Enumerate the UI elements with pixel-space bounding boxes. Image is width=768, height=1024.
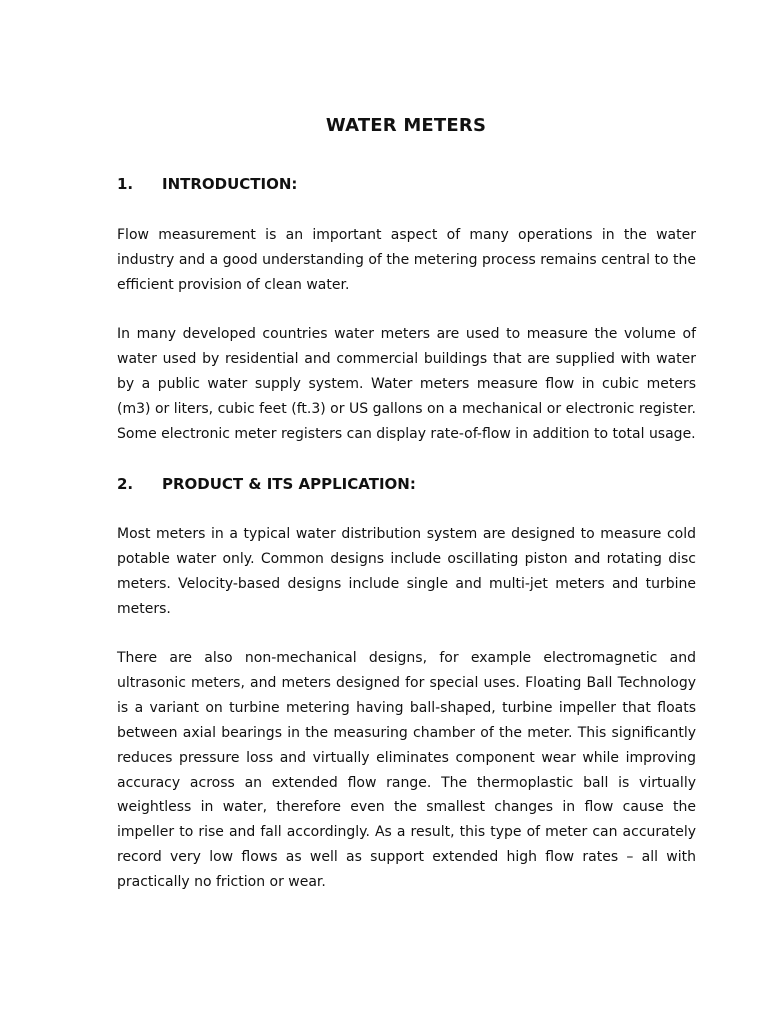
paragraph: Most meters in a typical water distribution system are designed to measure cold potable water only. Common designs include oscillating piston and rotating disc meters. Velocity-based designs include single and multi-jet meters and turbine meters. xyxy=(117,526,696,617)
paragraph: In many developed countries water meters are used to measure the volume of water used by residential and commercial buildings that are supplied with water by a public water supply system. Water meters measure flow in cubic meters (m3) or liters, cubic feet (ft.3) or US gallons on a mechanical or electronic register. Some electronic meter registers can display rate-of-flow in addition to total usage. xyxy=(117,326,696,442)
section-number: 2. xyxy=(117,475,134,493)
paragraph: Flow measurement is an important aspect of many operations in the water industry and a good understanding of the metering process remains central to the efficient provision of clean water. xyxy=(117,227,696,293)
section-number: 1. xyxy=(117,175,134,193)
section-heading-product-application xyxy=(117,474,416,494)
document-title: WATER METERS xyxy=(325,115,487,136)
section-title: INTRODUCTION: xyxy=(162,175,298,193)
paragraph: There are also non-mechanical designs, for example electromagnetic and ultrasonic meters, and meters designed for special uses. Floating Ball Technology is a variant on turbine metering having ball-shaped, turbine impeller that floats between axial bearings in the measuring chamber of the meter. This significantly reduces pressure loss and virtually eliminates component wear while improving accuracy across an extended flow range. The thermoplastic ball is virtually weightless in water, therefore even the smallest changes in flow cause the impeller to rise and fall accordingly. As a result, this type of meter can accurately record very low flows as well as support extended high flow rates – all with practically no friction or wear. xyxy=(117,650,696,891)
section-heading-introduction xyxy=(117,174,297,194)
section-title: PRODUCT & ITS APPLICATION: xyxy=(162,475,416,493)
